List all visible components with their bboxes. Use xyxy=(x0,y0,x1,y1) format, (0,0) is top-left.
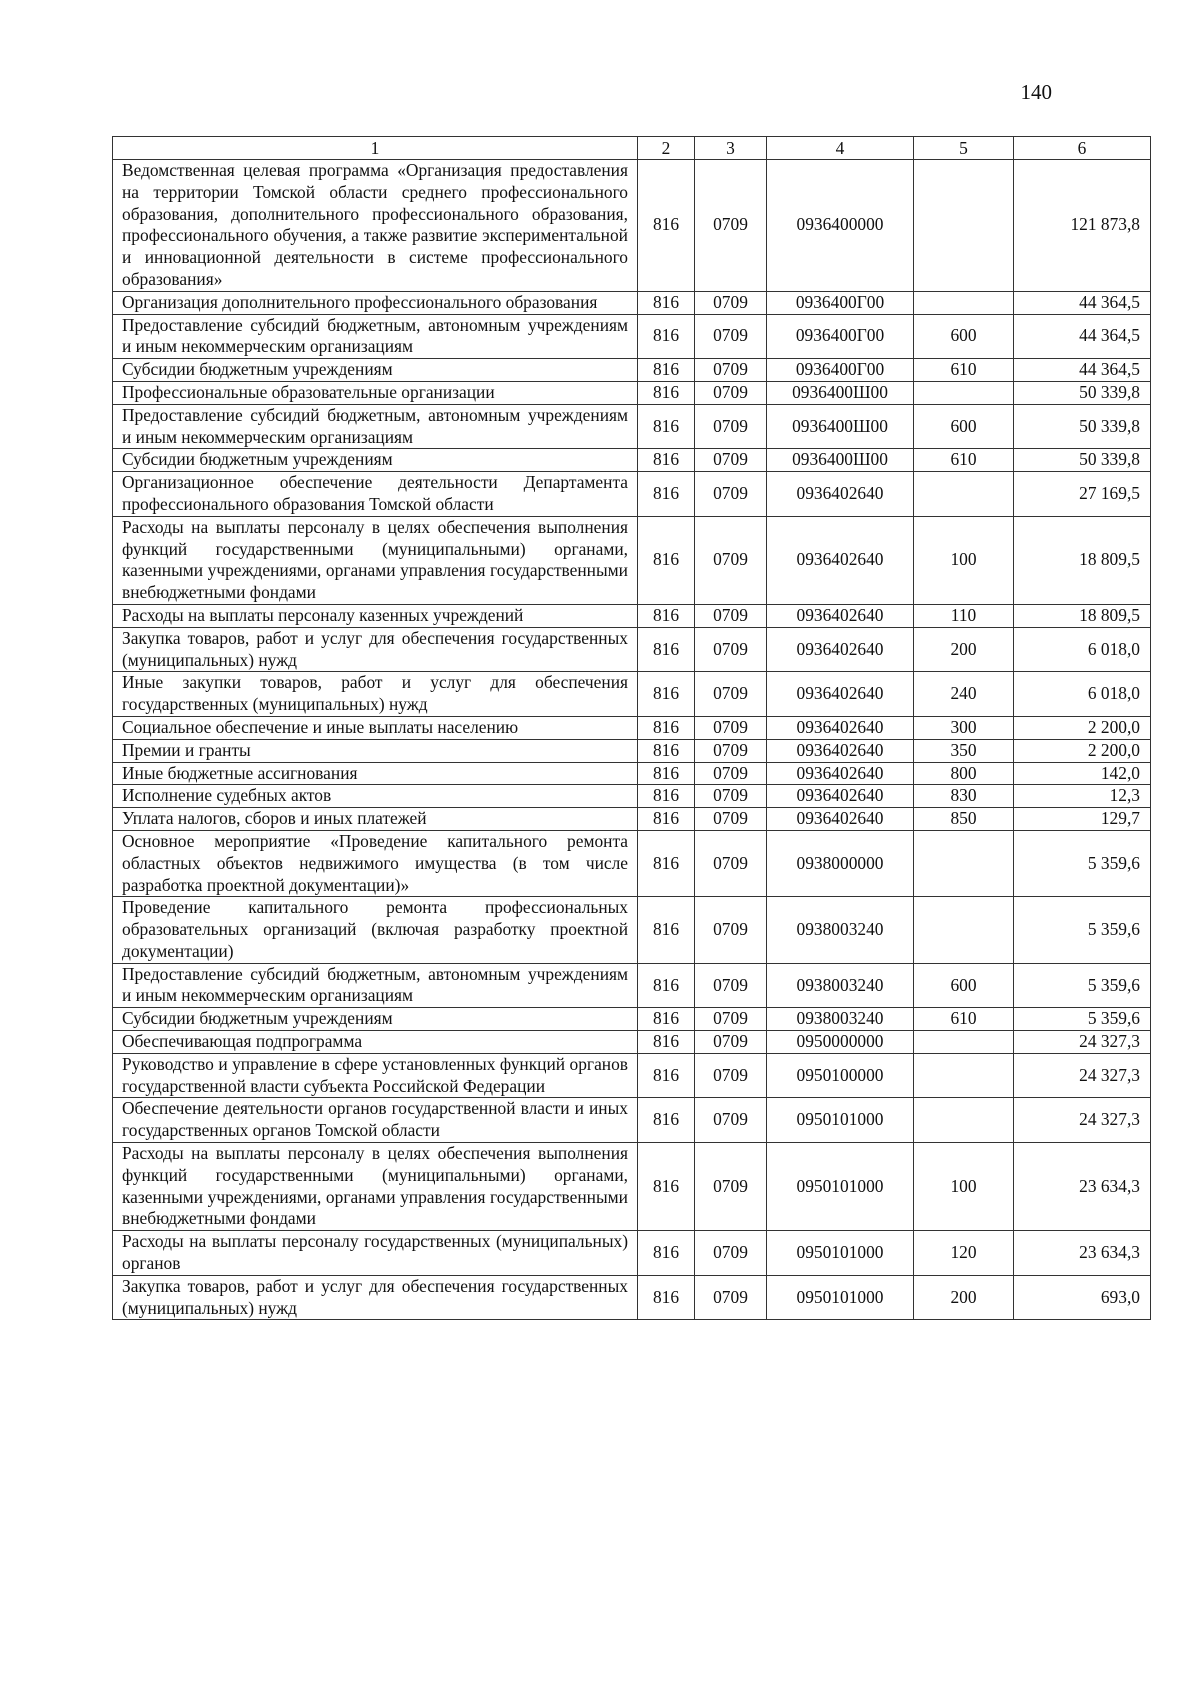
description-cell: Руководство и управление в сфере установленных функций органов государственной власти субъекта Российской Федерации xyxy=(113,1053,638,1098)
expense-type-cell: 830 xyxy=(914,785,1014,808)
target-code-cell: 0936402640 xyxy=(767,739,914,762)
target-code-cell: 0936402640 xyxy=(767,808,914,831)
table-row xyxy=(113,516,1151,604)
target-code-cell: 0936400Ш00 xyxy=(767,404,914,449)
target-code-cell: 0936400000 xyxy=(767,160,914,292)
expense-type-cell: 100 xyxy=(914,516,1014,604)
section-cell: 0709 xyxy=(695,381,767,404)
amount-cell: 18 809,5 xyxy=(1014,604,1151,627)
amount-cell: 6 018,0 xyxy=(1014,627,1151,672)
amount-cell: 44 364,5 xyxy=(1014,291,1151,314)
section-cell: 0709 xyxy=(695,314,767,359)
expense-type-cell: 200 xyxy=(914,1275,1014,1320)
amount-cell: 12,3 xyxy=(1014,785,1151,808)
description-cell: Иные бюджетные ассигнования xyxy=(113,762,638,785)
target-code-cell: 0950101000 xyxy=(767,1231,914,1276)
grbs-cell: 816 xyxy=(638,762,695,785)
section-cell: 0709 xyxy=(695,1275,767,1320)
expense-type-cell: 850 xyxy=(914,808,1014,831)
description-cell: Иные закупки товаров, работ и услуг для обеспечения государственных (муниципальных) нужд xyxy=(113,672,638,717)
amount-cell: 5 359,6 xyxy=(1014,897,1151,963)
expense-type-cell: 350 xyxy=(914,739,1014,762)
section-cell: 0709 xyxy=(695,160,767,292)
target-code-cell: 0936402640 xyxy=(767,672,914,717)
column-header: 5 xyxy=(914,137,1014,160)
amount-cell: 5 359,6 xyxy=(1014,1008,1151,1031)
target-code-cell: 0936400Г00 xyxy=(767,314,914,359)
grbs-cell: 816 xyxy=(638,359,695,382)
target-code-cell: 0936402640 xyxy=(767,472,914,517)
description-cell: Предоставление субсидий бюджетным, автономным учреждениям и иным некоммерческим организациям xyxy=(113,314,638,359)
description-cell: Исполнение судебных актов xyxy=(113,785,638,808)
description-cell: Обеспечение деятельности органов государственной власти и иных государственных органов Томской области xyxy=(113,1098,638,1143)
section-cell: 0709 xyxy=(695,808,767,831)
table-row xyxy=(113,1231,1151,1276)
expense-type-cell xyxy=(914,381,1014,404)
description-cell: Основное мероприятие «Проведение капитального ремонта областных объектов недвижимого имущества (в том числе разработка проектной документации)» xyxy=(113,830,638,896)
expense-type-cell xyxy=(914,830,1014,896)
description-cell: Премии и гранты xyxy=(113,739,638,762)
section-cell: 0709 xyxy=(695,716,767,739)
grbs-cell: 816 xyxy=(638,291,695,314)
description-cell: Проведение капитального ремонта профессиональных образовательных организаций (включая разработку проектной документации) xyxy=(113,897,638,963)
expense-type-cell xyxy=(914,291,1014,314)
description-cell: Предоставление субсидий бюджетным, автономным учреждениям и иным некоммерческим организациям xyxy=(113,963,638,1008)
table-header-row xyxy=(113,137,1151,160)
expense-type-cell: 110 xyxy=(914,604,1014,627)
grbs-cell: 816 xyxy=(638,1275,695,1320)
section-cell: 0709 xyxy=(695,291,767,314)
expense-type-cell: 300 xyxy=(914,716,1014,739)
target-code-cell: 0936402640 xyxy=(767,716,914,739)
target-code-cell: 0938000000 xyxy=(767,830,914,896)
budget-table xyxy=(112,136,1151,1320)
amount-cell: 23 634,3 xyxy=(1014,1143,1151,1231)
section-cell: 0709 xyxy=(695,1031,767,1054)
amount-cell: 24 327,3 xyxy=(1014,1053,1151,1098)
amount-cell: 44 364,5 xyxy=(1014,314,1151,359)
expense-type-cell: 610 xyxy=(914,449,1014,472)
expense-type-cell: 200 xyxy=(914,627,1014,672)
expense-type-cell xyxy=(914,1053,1014,1098)
table-row xyxy=(113,1053,1151,1098)
expense-type-cell: 100 xyxy=(914,1143,1014,1231)
expense-type-cell: 120 xyxy=(914,1231,1014,1276)
table-row xyxy=(113,314,1151,359)
grbs-cell: 816 xyxy=(638,716,695,739)
table-row xyxy=(113,1143,1151,1231)
expense-type-cell: 600 xyxy=(914,963,1014,1008)
description-cell: Предоставление субсидий бюджетным, автономным учреждениям и иным некоммерческим организациям xyxy=(113,404,638,449)
grbs-cell: 816 xyxy=(638,963,695,1008)
target-code-cell: 0936402640 xyxy=(767,785,914,808)
expense-type-cell xyxy=(914,1098,1014,1143)
table-row xyxy=(113,762,1151,785)
section-cell: 0709 xyxy=(695,739,767,762)
grbs-cell: 816 xyxy=(638,627,695,672)
expense-type-cell: 600 xyxy=(914,404,1014,449)
section-cell: 0709 xyxy=(695,1231,767,1276)
grbs-cell: 816 xyxy=(638,672,695,717)
section-cell: 0709 xyxy=(695,516,767,604)
amount-cell: 27 169,5 xyxy=(1014,472,1151,517)
amount-cell: 6 018,0 xyxy=(1014,672,1151,717)
table-row xyxy=(113,404,1151,449)
target-code-cell: 0938003240 xyxy=(767,1008,914,1031)
expense-type-cell xyxy=(914,160,1014,292)
table-row xyxy=(113,785,1151,808)
target-code-cell: 0936400Г00 xyxy=(767,291,914,314)
target-code-cell: 0950101000 xyxy=(767,1098,914,1143)
amount-cell: 693,0 xyxy=(1014,1275,1151,1320)
section-cell: 0709 xyxy=(695,963,767,1008)
description-cell: Социальное обеспечение и иные выплаты населению xyxy=(113,716,638,739)
section-cell: 0709 xyxy=(695,1053,767,1098)
expense-type-cell xyxy=(914,897,1014,963)
expense-type-cell: 600 xyxy=(914,314,1014,359)
section-cell: 0709 xyxy=(695,359,767,382)
grbs-cell: 816 xyxy=(638,1053,695,1098)
table-row xyxy=(113,1031,1151,1054)
page-number: 140 xyxy=(1020,80,1052,104)
table-row xyxy=(113,160,1151,292)
amount-cell: 129,7 xyxy=(1014,808,1151,831)
description-cell: Расходы на выплаты персоналу казенных учреждений xyxy=(113,604,638,627)
grbs-cell: 816 xyxy=(638,1098,695,1143)
grbs-cell: 816 xyxy=(638,808,695,831)
table-row xyxy=(113,381,1151,404)
grbs-cell: 816 xyxy=(638,1231,695,1276)
grbs-cell: 816 xyxy=(638,472,695,517)
description-cell: Обеспечивающая подпрограмма xyxy=(113,1031,638,1054)
grbs-cell: 816 xyxy=(638,1031,695,1054)
description-cell: Субсидии бюджетным учреждениям xyxy=(113,1008,638,1031)
table-row xyxy=(113,472,1151,517)
section-cell: 0709 xyxy=(695,472,767,517)
amount-cell: 5 359,6 xyxy=(1014,963,1151,1008)
target-code-cell: 0936400Ш00 xyxy=(767,449,914,472)
target-code-cell: 0936402640 xyxy=(767,516,914,604)
table-row xyxy=(113,808,1151,831)
expense-type-cell: 240 xyxy=(914,672,1014,717)
section-cell: 0709 xyxy=(695,404,767,449)
amount-cell: 24 327,3 xyxy=(1014,1098,1151,1143)
amount-cell: 142,0 xyxy=(1014,762,1151,785)
table-row xyxy=(113,1275,1151,1320)
section-cell: 0709 xyxy=(695,449,767,472)
column-header: 2 xyxy=(638,137,695,160)
amount-cell: 121 873,8 xyxy=(1014,160,1151,292)
expense-type-cell: 610 xyxy=(914,1008,1014,1031)
table-row xyxy=(113,739,1151,762)
column-header: 6 xyxy=(1014,137,1151,160)
description-cell: Расходы на выплаты персоналу в целях обеспечения выполнения функций государственными (муниципальными) органами, казенными учреждениями, органами управления государственными внебюджетными фондами xyxy=(113,516,638,604)
description-cell: Расходы на выплаты персоналу в целях обеспечения выполнения функций государственными (муниципальными) органами, казенными учреждениями, органами управления государственными внебюджетными фондами xyxy=(113,1143,638,1231)
amount-cell: 50 339,8 xyxy=(1014,449,1151,472)
amount-cell: 5 359,6 xyxy=(1014,830,1151,896)
amount-cell: 50 339,8 xyxy=(1014,404,1151,449)
section-cell: 0709 xyxy=(695,762,767,785)
description-cell: Организационное обеспечение деятельности Департамента профессионального образования Томской области xyxy=(113,472,638,517)
description-cell: Расходы на выплаты персоналу государственных (муниципальных) органов xyxy=(113,1231,638,1276)
target-code-cell: 0950101000 xyxy=(767,1275,914,1320)
table-row xyxy=(113,604,1151,627)
grbs-cell: 816 xyxy=(638,404,695,449)
table-row xyxy=(113,672,1151,717)
target-code-cell: 0936400Ш00 xyxy=(767,381,914,404)
grbs-cell: 816 xyxy=(638,314,695,359)
amount-cell: 2 200,0 xyxy=(1014,716,1151,739)
table-body xyxy=(113,160,1151,1320)
target-code-cell: 0950100000 xyxy=(767,1053,914,1098)
expense-type-cell: 610 xyxy=(914,359,1014,382)
grbs-cell: 816 xyxy=(638,1143,695,1231)
target-code-cell: 0950101000 xyxy=(767,1143,914,1231)
description-cell: Ведомственная целевая программа «Организация предоставления на территории Томской области среднего профессионального образования, дополнительного профессионального образования, профессионального обучения, а также развитие экспериментальной и инновационной деятельности в системе профессионального образования» xyxy=(113,160,638,292)
description-cell: Уплата налогов, сборов и иных платежей xyxy=(113,808,638,831)
description-cell: Субсидии бюджетным учреждениям xyxy=(113,359,638,382)
description-cell: Закупка товаров, работ и услуг для обеспечения государственных (муниципальных) нужд xyxy=(113,627,638,672)
grbs-cell: 816 xyxy=(638,381,695,404)
grbs-cell: 816 xyxy=(638,604,695,627)
table-row xyxy=(113,830,1151,896)
target-code-cell: 0936402640 xyxy=(767,604,914,627)
target-code-cell: 0936402640 xyxy=(767,762,914,785)
section-cell: 0709 xyxy=(695,1143,767,1231)
target-code-cell: 0936400Г00 xyxy=(767,359,914,382)
section-cell: 0709 xyxy=(695,672,767,717)
section-cell: 0709 xyxy=(695,1008,767,1031)
amount-cell: 24 327,3 xyxy=(1014,1031,1151,1054)
grbs-cell: 816 xyxy=(638,160,695,292)
table-row xyxy=(113,1008,1151,1031)
section-cell: 0709 xyxy=(695,1098,767,1143)
grbs-cell: 816 xyxy=(638,449,695,472)
table-row xyxy=(113,1098,1151,1143)
amount-cell: 18 809,5 xyxy=(1014,516,1151,604)
table-row xyxy=(113,897,1151,963)
section-cell: 0709 xyxy=(695,785,767,808)
amount-cell: 2 200,0 xyxy=(1014,739,1151,762)
grbs-cell: 816 xyxy=(638,830,695,896)
table-row xyxy=(113,716,1151,739)
column-header: 1 xyxy=(113,137,638,160)
grbs-cell: 816 xyxy=(638,785,695,808)
column-header: 3 xyxy=(695,137,767,160)
amount-cell: 50 339,8 xyxy=(1014,381,1151,404)
table-row xyxy=(113,627,1151,672)
table-row xyxy=(113,449,1151,472)
target-code-cell: 0938003240 xyxy=(767,897,914,963)
expense-type-cell xyxy=(914,472,1014,517)
section-cell: 0709 xyxy=(695,830,767,896)
target-code-cell: 0936402640 xyxy=(767,627,914,672)
amount-cell: 23 634,3 xyxy=(1014,1231,1151,1276)
description-cell: Организация дополнительного профессионального образования xyxy=(113,291,638,314)
grbs-cell: 816 xyxy=(638,897,695,963)
expense-type-cell: 800 xyxy=(914,762,1014,785)
section-cell: 0709 xyxy=(695,627,767,672)
table-row xyxy=(113,291,1151,314)
description-cell: Закупка товаров, работ и услуг для обеспечения государственных (муниципальных) нужд xyxy=(113,1275,638,1320)
target-code-cell: 0938003240 xyxy=(767,963,914,1008)
description-cell: Профессиональные образовательные организации xyxy=(113,381,638,404)
grbs-cell: 816 xyxy=(638,1008,695,1031)
section-cell: 0709 xyxy=(695,897,767,963)
amount-cell: 44 364,5 xyxy=(1014,359,1151,382)
table-row xyxy=(113,963,1151,1008)
grbs-cell: 816 xyxy=(638,739,695,762)
table-row xyxy=(113,359,1151,382)
column-header: 4 xyxy=(767,137,914,160)
expense-type-cell xyxy=(914,1031,1014,1054)
section-cell: 0709 xyxy=(695,604,767,627)
target-code-cell: 0950000000 xyxy=(767,1031,914,1054)
description-cell: Субсидии бюджетным учреждениям xyxy=(113,449,638,472)
grbs-cell: 816 xyxy=(638,516,695,604)
